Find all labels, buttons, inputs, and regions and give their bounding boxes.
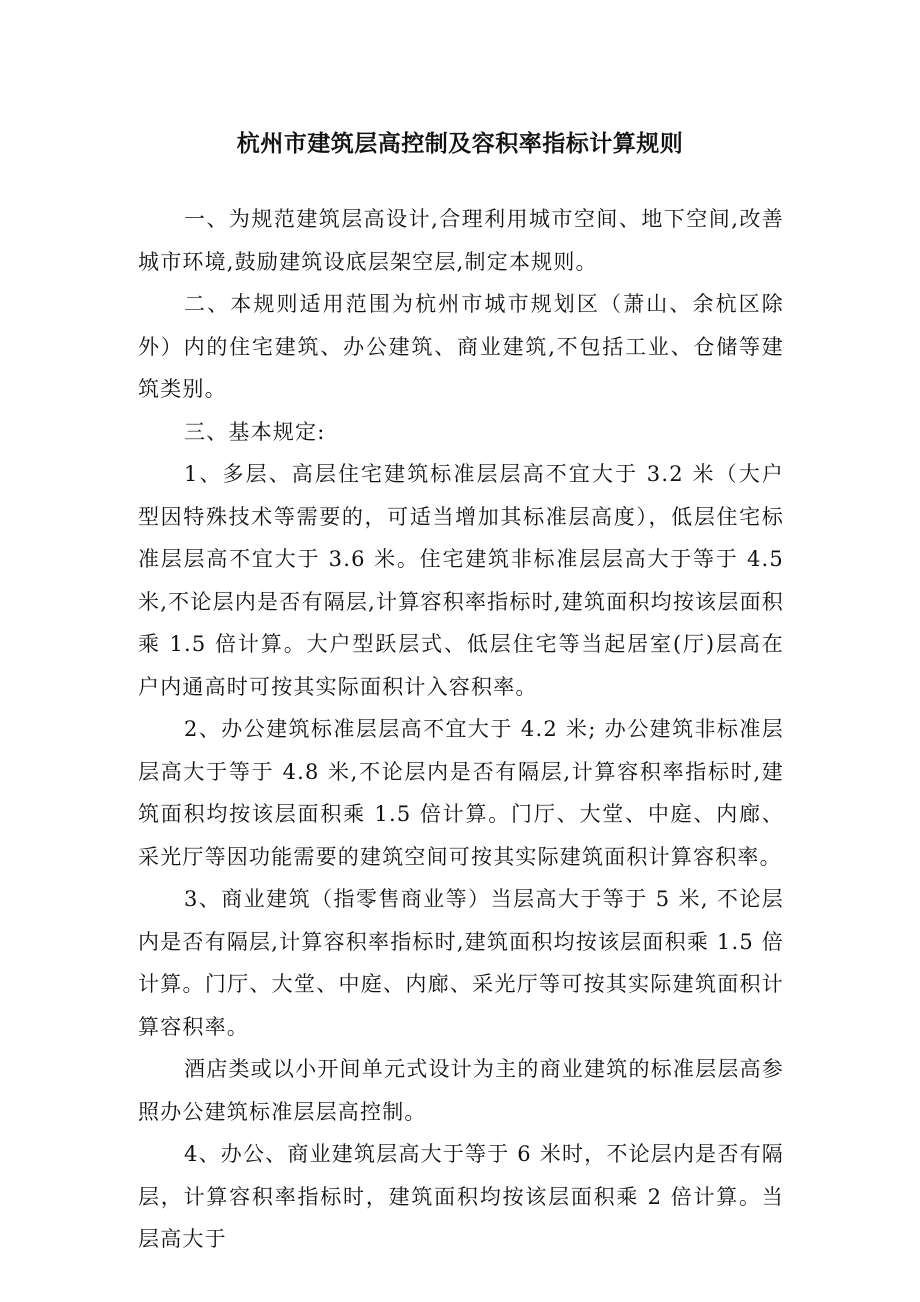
paragraph-rule-high-floor: 4、办公、商业建筑层高大于等于 6 米时，不论层内是否有隔层，计算容积率指标时，建筑面积均按该层面积乘 2 倍计算。当层高大于 (138, 1142, 784, 1251)
paragraph-scope: 二、本规则适用范围为杭州市城市规划区（萧山、余杭区除外）内的住宅建筑、办公建筑、商业建筑,不包括工业、仓储等建筑类别。 (138, 292, 784, 401)
paragraph-hotel-note: 酒店类或以小开间单元式设计为主的商业建筑的标准层层高参照办公建筑标准层层高控制。 (138, 1057, 784, 1124)
paragraph-rule-commercial: 3、商业建筑（指零售商业等）当层高大于等于 5 米, 不论层内是否有隔层,计算容积率指标时,建筑面积均按该层面积乘 1.5 倍计算。门厅、大堂、中庭、内廊、采光厅等可按其实际建筑面积计算容积率。 (138, 887, 784, 1039)
paragraph-rule-office: 2、办公建筑标准层层高不宜大于 4.2 米; 办公建筑非标准层层高大于等于 4.8 米,不论层内是否有隔层,计算容积率指标时,建筑面积均按该层面积乘 1.5 倍计算。门厅、大堂、中庭、内廊、采光厅等因功能需要的建筑空间可按其实际建筑面积计算容积率。 (138, 717, 784, 869)
document-body (138, 198, 784, 1261)
paragraph-purpose: 一、为规范建筑层高设计,合理利用城市空间、地下空间,改善城市环境,鼓励建筑设底层架空层,制定本规则。 (138, 207, 784, 274)
paragraph-basic-rules-heading: 三、基本规定: (184, 419, 326, 444)
paragraph-rule-residential: 1、多层、高层住宅建筑标准层层高不宜大于 3.2 米（大户型因特殊技术等需要的，可适当增加其标准层高度），低层住宅标准层层高不宜大于 3.6 米。住宅建筑非标准层层高大于等于 4.5 米,不论层内是否有隔层,计算容积率指标时,建筑面积均按该层面积乘 1.5 倍计算。大户型跃层式、低层住宅等当起居室(厅)层高在户内通高时可按其实际面积计入容积率。 (138, 462, 784, 699)
document-title: 杭州市建筑层高控制及容积率指标计算规则 (236, 131, 684, 158)
